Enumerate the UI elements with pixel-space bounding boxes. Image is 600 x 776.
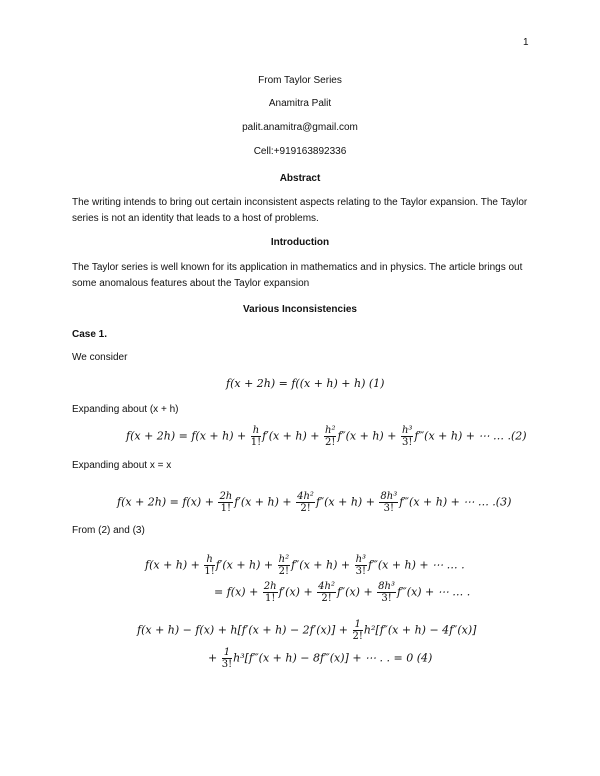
fraction-numerator: 4h²	[297, 491, 314, 502]
fraction-numerator: 1	[353, 619, 363, 631]
equation-term: f(x + 2h) = f(x) +	[117, 495, 218, 509]
fraction	[379, 491, 398, 514]
fraction-numerator: 2h	[219, 491, 233, 502]
equation-combined-rhs	[214, 581, 470, 604]
equation-3	[117, 491, 511, 514]
author-email: palit.anamitra@gmail.com	[242, 122, 358, 133]
expanding-text: Expanding about (x + h)	[72, 404, 179, 415]
equation-term: f″(x) +	[336, 585, 377, 599]
fraction	[218, 491, 233, 514]
equation-4-line-2	[208, 647, 432, 670]
equation-term: f″(x + h) +	[291, 558, 354, 572]
fraction-denominator: 1!	[220, 503, 232, 514]
fraction-numerator: h²	[278, 554, 290, 565]
equation-term: f′(x + h) +	[262, 429, 323, 443]
fraction	[401, 425, 413, 448]
fraction-denominator: 3!	[383, 503, 395, 514]
equation-term: f″(x + h) +	[337, 429, 400, 443]
equation-combined-lhs	[145, 554, 465, 577]
equation-term: f′(x + h) +	[234, 495, 296, 509]
fraction-numerator: h³	[401, 425, 413, 436]
page-number: 1	[523, 37, 529, 48]
fraction	[222, 647, 232, 670]
equation-term: +	[208, 651, 221, 665]
fraction-denominator: 2!	[321, 593, 332, 604]
fraction-numerator: 1	[222, 647, 232, 659]
equation-2	[126, 425, 527, 448]
fraction-denominator: 2!	[352, 631, 363, 642]
introduction-heading: Introduction	[270, 237, 330, 248]
fraction	[263, 581, 278, 604]
fraction	[296, 491, 315, 514]
fraction	[278, 554, 290, 577]
we-consider-text: We consider	[72, 352, 128, 363]
equation-1	[226, 377, 384, 390]
fraction	[353, 619, 363, 642]
equation-term: = f(x) +	[214, 585, 262, 599]
fraction-numerator: h³	[355, 554, 367, 565]
fraction-denominator: 2!	[325, 437, 336, 448]
fraction-numerator: 8h³	[380, 491, 398, 502]
equation-term: f″(x + h) +	[315, 495, 379, 509]
introduction-line: some anomalous features about the Taylor expansion	[72, 278, 310, 289]
fraction-numerator: 8h³	[378, 581, 395, 592]
equation-term: h²[f″(x + h) − 4f″(x)]	[363, 623, 477, 637]
fraction-denominator: 1!	[264, 593, 276, 604]
introduction-line: The Taylor series is well known for its application in mathematics and in physics. The article brings out	[72, 262, 523, 273]
fraction-denominator: 2!	[300, 503, 311, 514]
equation-term: f(x + h) − f(x) + h[f′(x + h) − 2f′(x)] +	[137, 623, 352, 637]
equation-term: f‴(x + h) + ⋯ … .(3)	[399, 495, 512, 509]
equation-term: f(x + h) +	[145, 558, 204, 572]
equation-term: f(x + 2h) = f(x + h) +	[126, 429, 250, 443]
paper-title: From Taylor Series	[258, 75, 342, 86]
abstract-heading: Abstract	[279, 173, 321, 184]
fraction-numerator: h²	[325, 425, 336, 436]
equation-term: f‴(x + h) + ⋯ … .(2)	[414, 429, 527, 443]
fraction	[355, 554, 367, 577]
equation-term: f′(x) +	[278, 585, 317, 599]
fraction-numerator: h	[252, 425, 260, 436]
fraction-denominator: 3!	[401, 437, 413, 448]
fraction-numerator: h	[206, 554, 213, 565]
case-heading: Case 1.	[72, 329, 108, 340]
fraction-denominator: 1!	[204, 566, 215, 577]
fraction-numerator: 2h	[263, 581, 277, 592]
fraction-denominator: 1!	[250, 437, 262, 448]
fraction	[317, 581, 336, 604]
fraction-denominator: 3!	[355, 566, 366, 577]
fraction-denominator: 3!	[381, 593, 392, 604]
equation-term: f′(x + h) +	[215, 558, 277, 572]
fraction-numerator: 4h²	[318, 581, 335, 592]
equation-term: f‴(x) + ⋯ … .	[396, 585, 471, 599]
author-phone: Cell:+919163892336	[253, 146, 347, 157]
fraction	[324, 425, 336, 448]
author-name: Anamitra Palit	[268, 98, 332, 109]
fraction-denominator: 3!	[221, 659, 233, 670]
fraction	[251, 425, 261, 448]
equation-term: f‴(x + h) + ⋯ … .	[368, 558, 465, 572]
fraction-denominator: 2!	[278, 566, 290, 577]
abstract-line: The writing intends to bring out certain inconsistent aspects relating to the Taylor expansion. The Taylor	[72, 197, 528, 208]
section-heading: Various Inconsistencies	[243, 304, 357, 315]
fraction	[204, 554, 214, 577]
expanding-text: Expanding about x = x	[72, 460, 172, 471]
equation-4-line-1	[137, 619, 476, 642]
from-text: From (2) and (3)	[72, 525, 145, 536]
equation-term: h³[f‴(x + h) − 8f‴(x)] + ⋯ . . = 0 (4)	[233, 651, 433, 665]
equation-term: f(x + 2h) = f((x + h) + h) (1)	[226, 377, 385, 390]
fraction	[377, 581, 396, 604]
abstract-line: series is not an identity that leads to a host of problems.	[72, 213, 319, 224]
